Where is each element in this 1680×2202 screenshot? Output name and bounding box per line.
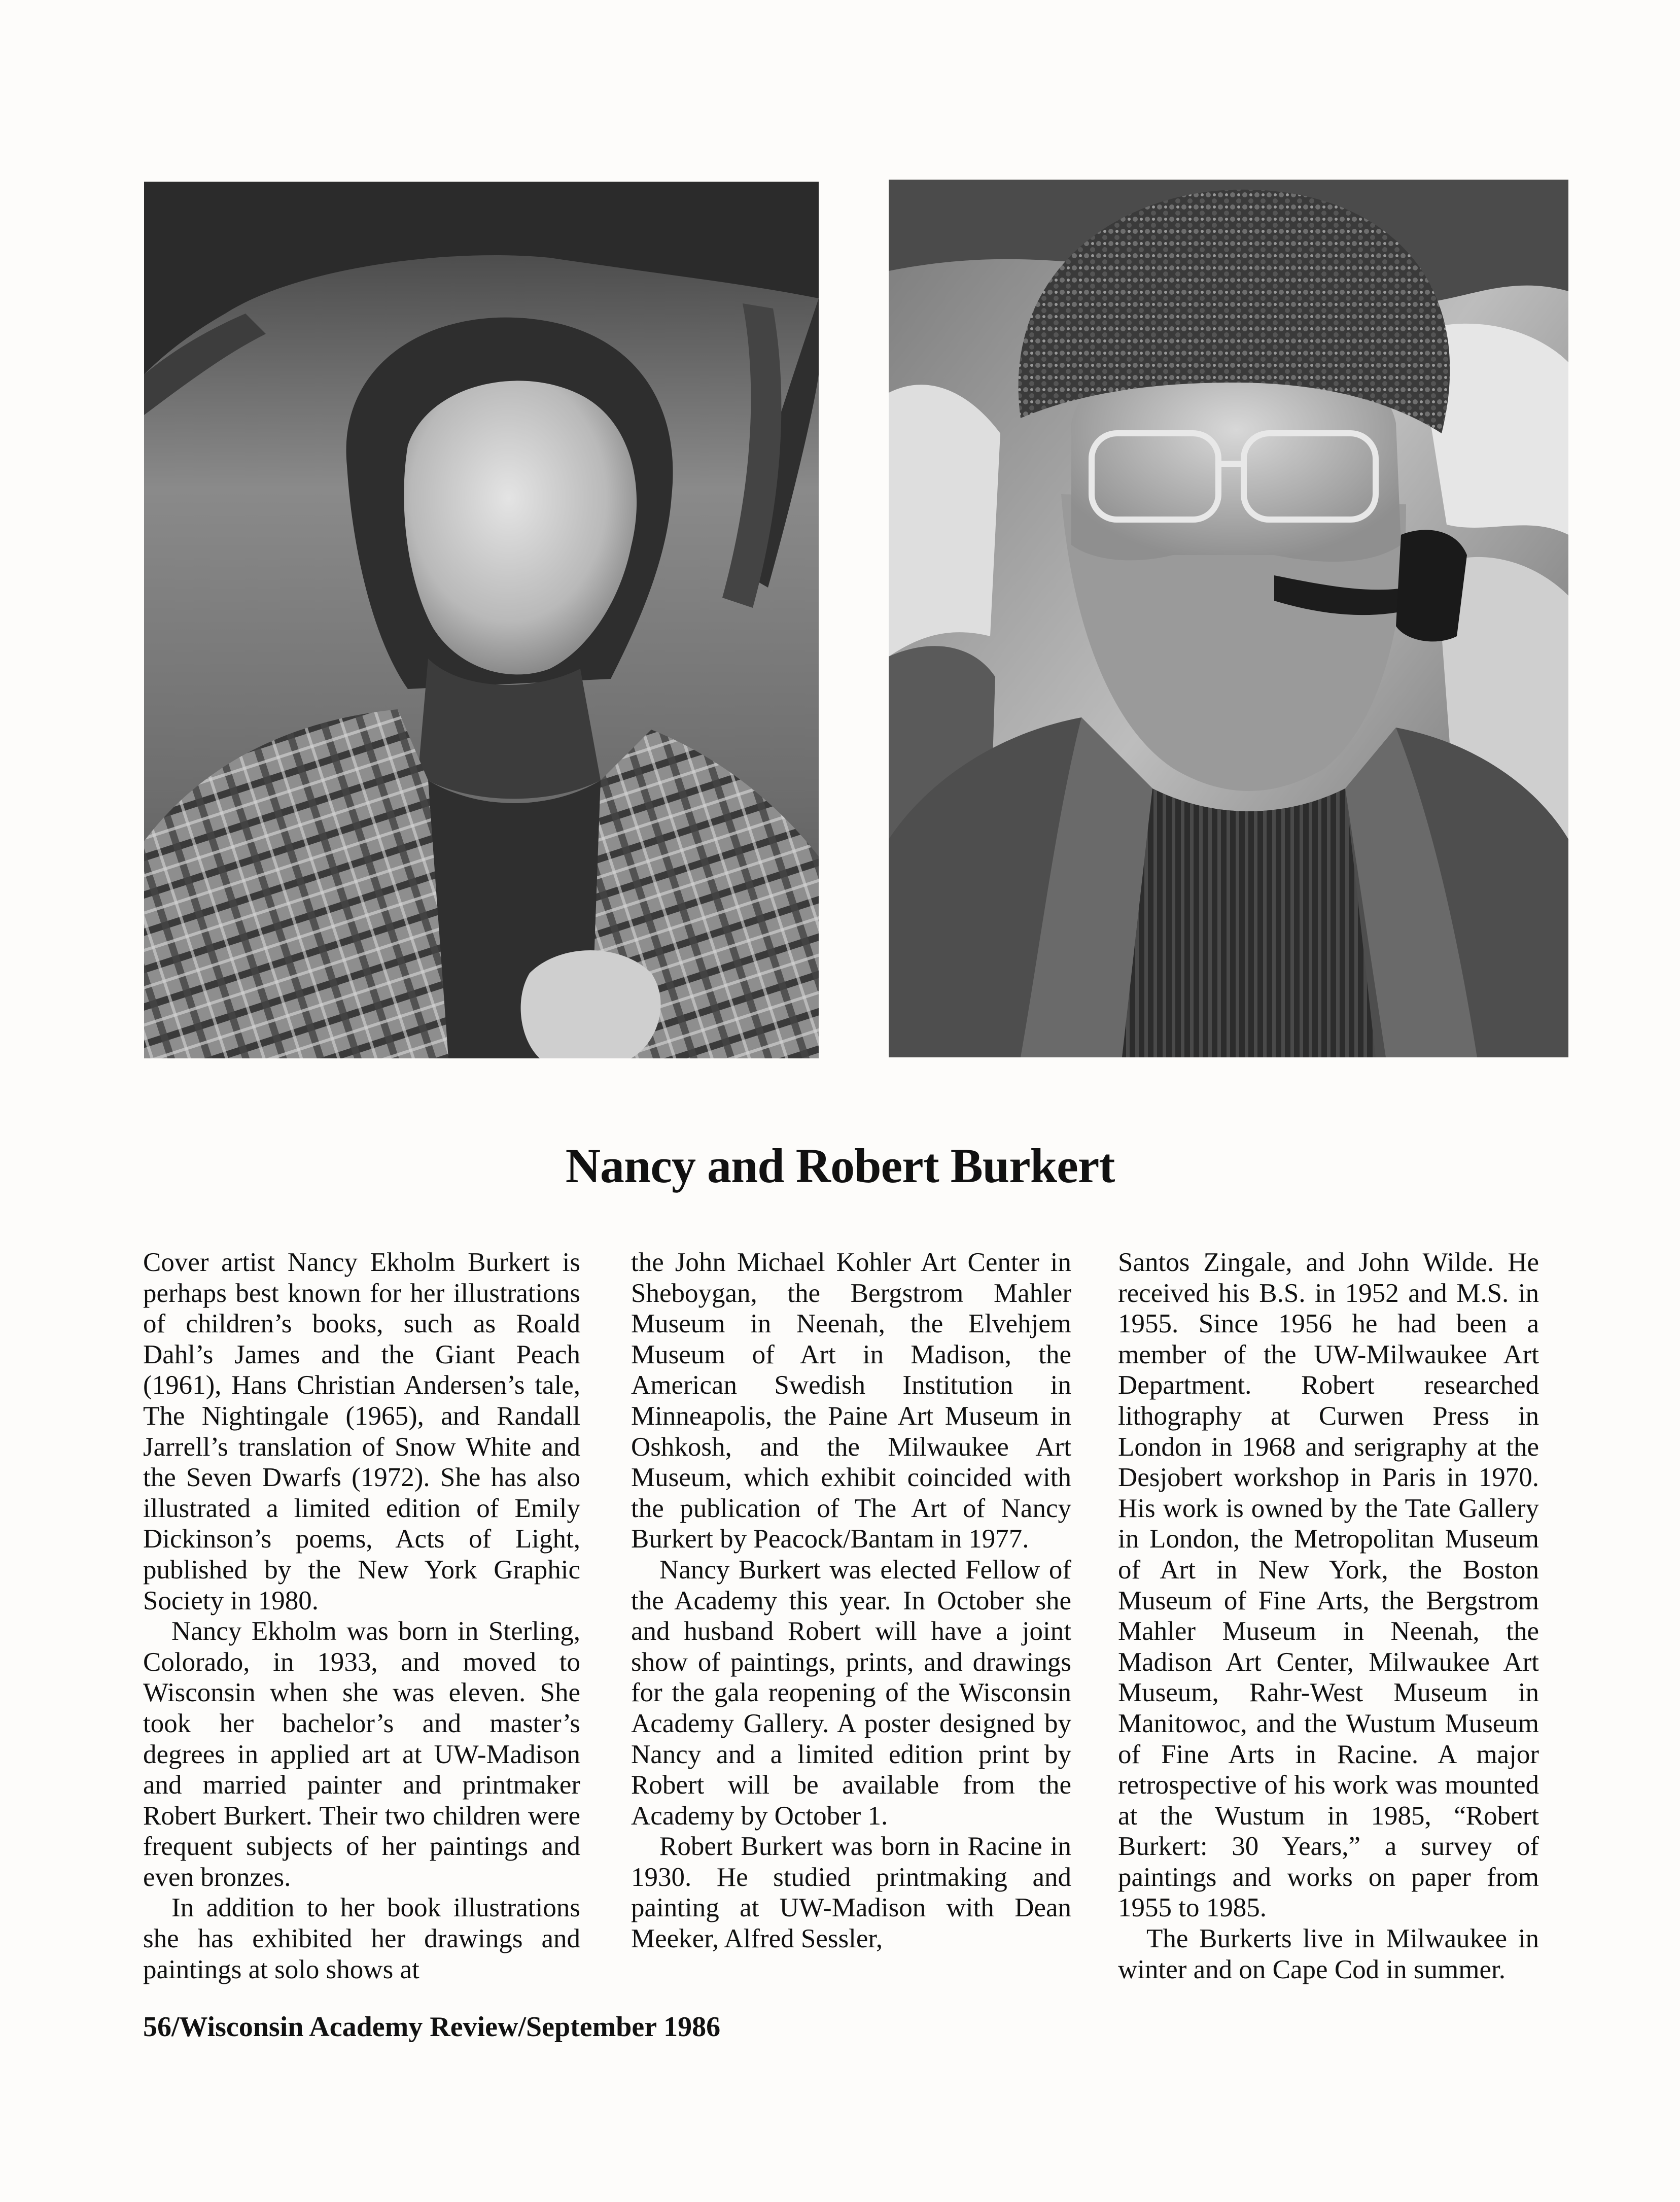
text-column-2	[631, 1247, 1071, 1954]
text-column-1	[143, 1247, 580, 1985]
paragraph-academy-fellow: Nancy Burkert was elected Fellow of the Academy this year. In October she and husband Robert will have a joint show of paintings, prints, and drawings for the gala reopening of the Wisconsin Academy Gallery. A poster designed by Nancy and a limited edition print by Robert will be available from the Academy by October 1.	[631, 1555, 1071, 1831]
paragraph-residence: The Burkerts live in Milwaukee in winter and on Cape Cod in summer.	[1118, 1924, 1539, 1984]
paragraph-cover-artist: Cover artist Nancy Ekholm Burkert is perhaps best known for her illustrations of children’s books, such as Roald Dahl’s James and the Giant Peach (1961), Hans Christian Andersen’s tale, The Nightingale (1965), and Randall Jarrell’s translation of Snow White and the Seven Dwarfs (1972). She has also illustrated a limited edition of Emily Dickinson’s poems, Acts of Light, published by the New York Graphic Society in 1980.	[143, 1248, 580, 1615]
article-title: Nancy and Robert Burkert	[565, 1139, 1115, 1193]
photo-nancy-burkert	[144, 182, 819, 1058]
paragraph-robert-biography: Robert Burkert was born in Racine in 1930. He studied printmaking and painting at UW-Madison with Dean Meeker, Alfred Sessler,	[631, 1832, 1071, 1954]
paragraph-book-illustrations: In addition to her book illustrations she has exhibited her drawings and paintings at solo shows at	[143, 1893, 580, 1984]
photo-robert-burkert	[889, 180, 1568, 1057]
page-footer: 56/Wisconsin Academy Review/September 1986	[143, 2011, 721, 2043]
portrait-woman-image	[144, 182, 819, 1058]
portrait-man-image	[889, 180, 1568, 1057]
paragraph-nancy-biography: Nancy Ekholm was born in Sterling, Colorado, in 1933, and moved to Wisconsin when she was eleven. She took her bachelor’s and master’s degrees in applied art at UW-Madison and married painter and printmaker Robert Burkert. Their two children were frequent subjects of her paintings and even bronzes.	[143, 1616, 580, 1892]
paragraph-exhibitions: the John Michael Kohler Art Center in Sheboygan, the Bergstrom Mahler Museum in Neenah, the Elvehjem Museum of Art in Madison, the American Swedish Institution in Minneapolis, the Paine Art Museum in Oshkosh, and the Milwaukee Art Museum, which exhibit coincided with the publication of The Art of Nancy Burkert by Peacock/Bantam in 1977.	[631, 1248, 1071, 1554]
text-column-3	[1118, 1247, 1539, 1985]
paragraph-robert-career: Santos Zingale, and John Wilde. He received his B.S. in 1952 and M.S. in 1955. Since 1956 he had been a member of the UW-Milwaukee Art Department. Robert researched lithography at Curwen Press in London in 1968 and serigraphy at the Desjobert workshop in Paris in 1970. His work is owned by the Tate Gallery in London, the Metropolitan Museum of Art in New York, the Boston Museum of Fine Arts, the Bergstrom Mahler Museum in Neenah, the Madison Art Center, Milwaukee Art Museum, Rahr-West Museum in Manitowoc, and the Wustum Museum of Fine Arts in Racine. A major retrospective of his work was mounted at the Wustum in 1985, “Robert Burkert: 30 Years,” a survey of paintings and works on paper from 1955 to 1985.	[1118, 1248, 1539, 1923]
